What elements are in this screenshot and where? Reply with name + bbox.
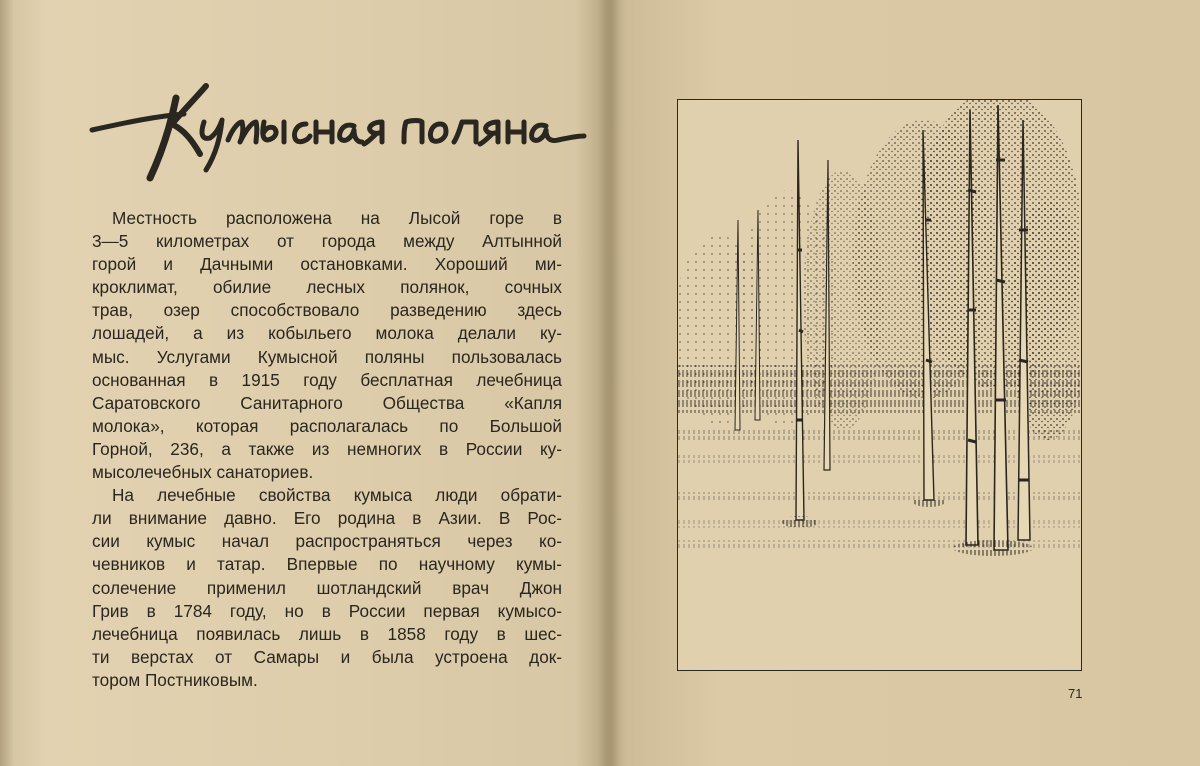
text-line: мыс. Услугами Кумысной поляны пользовалась bbox=[92, 346, 562, 367]
text-line: чевников и татар. Впервые по научному кумы- bbox=[92, 554, 562, 575]
text-line: Грив в 1784 году, но в России первая кумысо- bbox=[92, 600, 562, 621]
text-line: 3—5 километрах от города между Алтынной bbox=[92, 231, 562, 252]
text-line: кроклимат, обилие лесных полянок, сочных bbox=[92, 277, 562, 298]
page-edge-shadow bbox=[0, 0, 14, 766]
text-line: Саратовского Санитарного Общества «Капля bbox=[92, 392, 562, 413]
page-title bbox=[88, 78, 588, 188]
book-gutter bbox=[598, 0, 628, 766]
article-body bbox=[92, 207, 562, 692]
birch-trees-drawing bbox=[678, 100, 1080, 669]
text-line: основанная в 1915 году бесплатная лечебница bbox=[92, 369, 562, 390]
text-line: сии кумыс начал распространяться через ко- bbox=[92, 531, 562, 552]
text-line: тором Постниковым. bbox=[92, 669, 258, 690]
text-line: солечение применил шотландский врач Джон bbox=[92, 577, 562, 598]
text-line: горой и Дачными остановками. Хороший ми- bbox=[92, 254, 562, 275]
text-line: Горной, 236, а также из немногих в России ку- bbox=[92, 438, 562, 459]
text-line: лошадей, а из кобыльего молока делали ку- bbox=[92, 323, 562, 344]
text-line: молока», которая располагалась по Большой bbox=[92, 415, 562, 436]
text-line: На лечебные свойства кумыса люди обрати- bbox=[112, 485, 562, 506]
page-number: 71 bbox=[1068, 686, 1083, 701]
text-line: мысолечебных санаториев. bbox=[92, 462, 314, 483]
text-line: Местность расположена на Лысой горе в bbox=[112, 208, 562, 228]
text-line: ли внимание давно. Его родина в Азии. В Рос- bbox=[92, 508, 562, 529]
text-line: лечебница появилась лишь в 1858 году в шес- bbox=[92, 623, 562, 644]
text-line: трав, озер способствовало разведению здесь bbox=[92, 300, 562, 321]
birch-grove-illustration bbox=[677, 99, 1082, 671]
text-line: ти верстах от Самары и была устроена док- bbox=[92, 646, 562, 667]
